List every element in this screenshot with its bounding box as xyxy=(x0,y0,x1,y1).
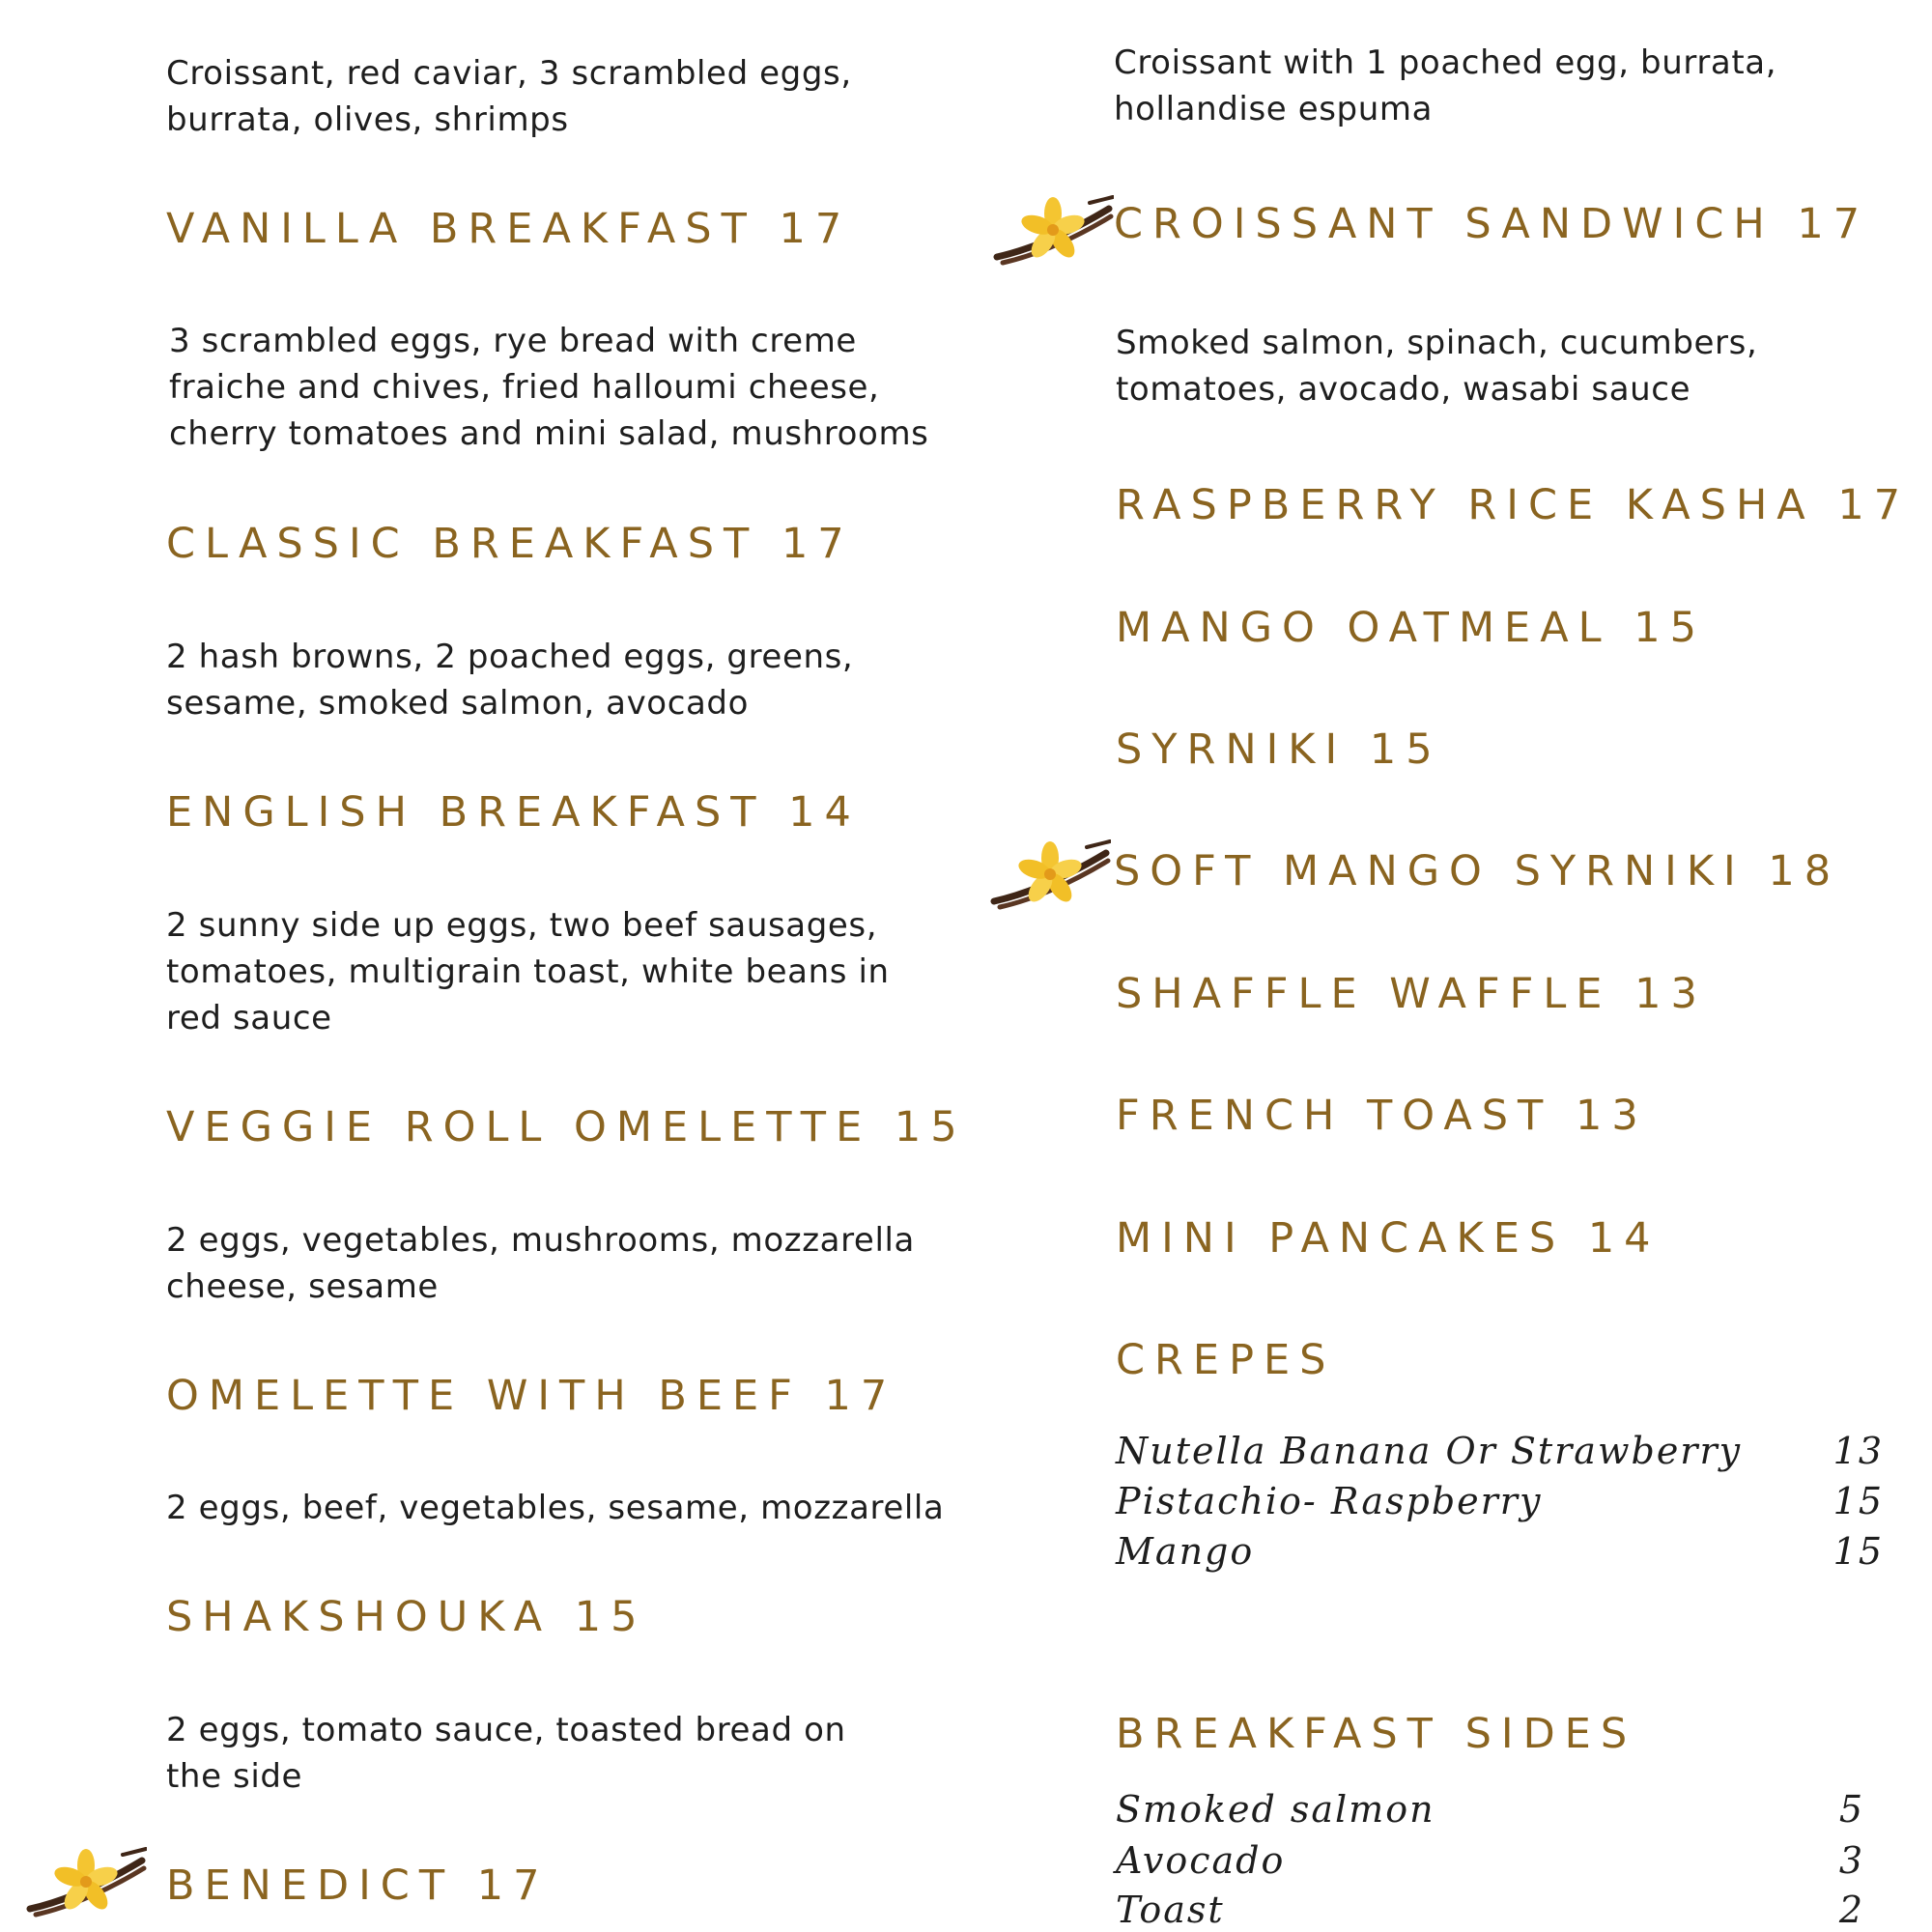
menu-item-title: ENGLISH BREAKFAST 14 xyxy=(166,788,861,837)
side-name: Smoked salmon xyxy=(1116,1788,1435,1831)
item-description: 2 eggs, tomato sauce, toasted bread on the side xyxy=(166,1711,846,1796)
crepe-name: Pistachio- Raspberry xyxy=(1116,1480,1543,1522)
side-price: 3 xyxy=(1838,1839,1864,1882)
menu-item-title: OMELETTE WITH BEEF 17 xyxy=(166,1372,897,1420)
item-description: 2 eggs, beef, vegetables, sesame, mozzarella xyxy=(166,1489,945,1527)
side-price: 2 xyxy=(1838,1889,1864,1931)
menu-item-title: SOFT MANGO SYRNIKI 18 xyxy=(1114,847,1841,895)
item-description: Croissant, red caviar, 3 scrambled eggs, burrata, olives, shrimps xyxy=(166,54,852,139)
vanilla-flower-icon xyxy=(990,838,1111,915)
crepe-name: Nutella Banana Or Strawberry xyxy=(1116,1430,1743,1472)
item-description: 2 eggs, vegetables, mushrooms, mozzarella cheese, sesame xyxy=(166,1221,915,1306)
vanilla-flower-icon xyxy=(993,193,1114,270)
menu-item-title: MANGO OATMEAL 15 xyxy=(1116,604,1706,652)
menu-item-title: VEGGIE ROLL OMELETTE 15 xyxy=(166,1103,967,1151)
side-name: Toast xyxy=(1116,1889,1225,1931)
side-name: Avocado xyxy=(1116,1839,1286,1882)
menu-item-title: MINI PANCAKES 14 xyxy=(1116,1214,1661,1263)
item-description: 2 hash browns, 2 poached eggs, greens, sesame, smoked salmon, avocado xyxy=(166,638,854,723)
vanilla-flower-icon xyxy=(26,1845,147,1922)
section-title-breakfast-sides: BREAKFAST SIDES xyxy=(1116,1710,1637,1758)
menu-item-title: SHAFFLE WAFFLE 13 xyxy=(1116,970,1707,1018)
side-price: 5 xyxy=(1838,1788,1864,1831)
crepe-price: 15 xyxy=(1833,1530,1884,1573)
menu-item-title: SYRNIKI 15 xyxy=(1116,725,1442,774)
item-description: 3 scrambled eggs, rye bread with creme fraiche and chives, fried halloumi cheese, cherry tomatoes and mini salad, mushrooms xyxy=(169,322,929,453)
menu-item-title: FRENCH TOAST 13 xyxy=(1116,1092,1648,1140)
crepe-price: 13 xyxy=(1833,1430,1884,1472)
item-description: Smoked salmon, spinach, cucumbers, tomatoes, avocado, wasabi sauce xyxy=(1116,324,1758,409)
menu-item-title: BENEDICT 17 xyxy=(166,1861,550,1910)
menu-item-title: SHAKSHOUKA 15 xyxy=(166,1593,647,1641)
item-description: 2 sunny side up eggs, two beef sausages, tomatoes, multigrain toast, white beans in red sauce xyxy=(166,906,890,1037)
menu-item-title: CLASSIC BREAKFAST 17 xyxy=(166,520,854,568)
section-title-crepes: CREPES xyxy=(1116,1336,1336,1384)
crepe-price: 15 xyxy=(1833,1480,1884,1522)
menu-item-title: VANILLA BREAKFAST 17 xyxy=(166,205,852,253)
crepe-name: Mango xyxy=(1116,1530,1255,1573)
item-description: Croissant with 1 poached egg, burrata, hollandise espuma xyxy=(1114,43,1777,128)
menu-item-title: CROISSANT SANDWICH 17 xyxy=(1114,200,1870,248)
menu-item-title: RASPBERRY RICE KASHA 17 xyxy=(1116,481,1911,529)
